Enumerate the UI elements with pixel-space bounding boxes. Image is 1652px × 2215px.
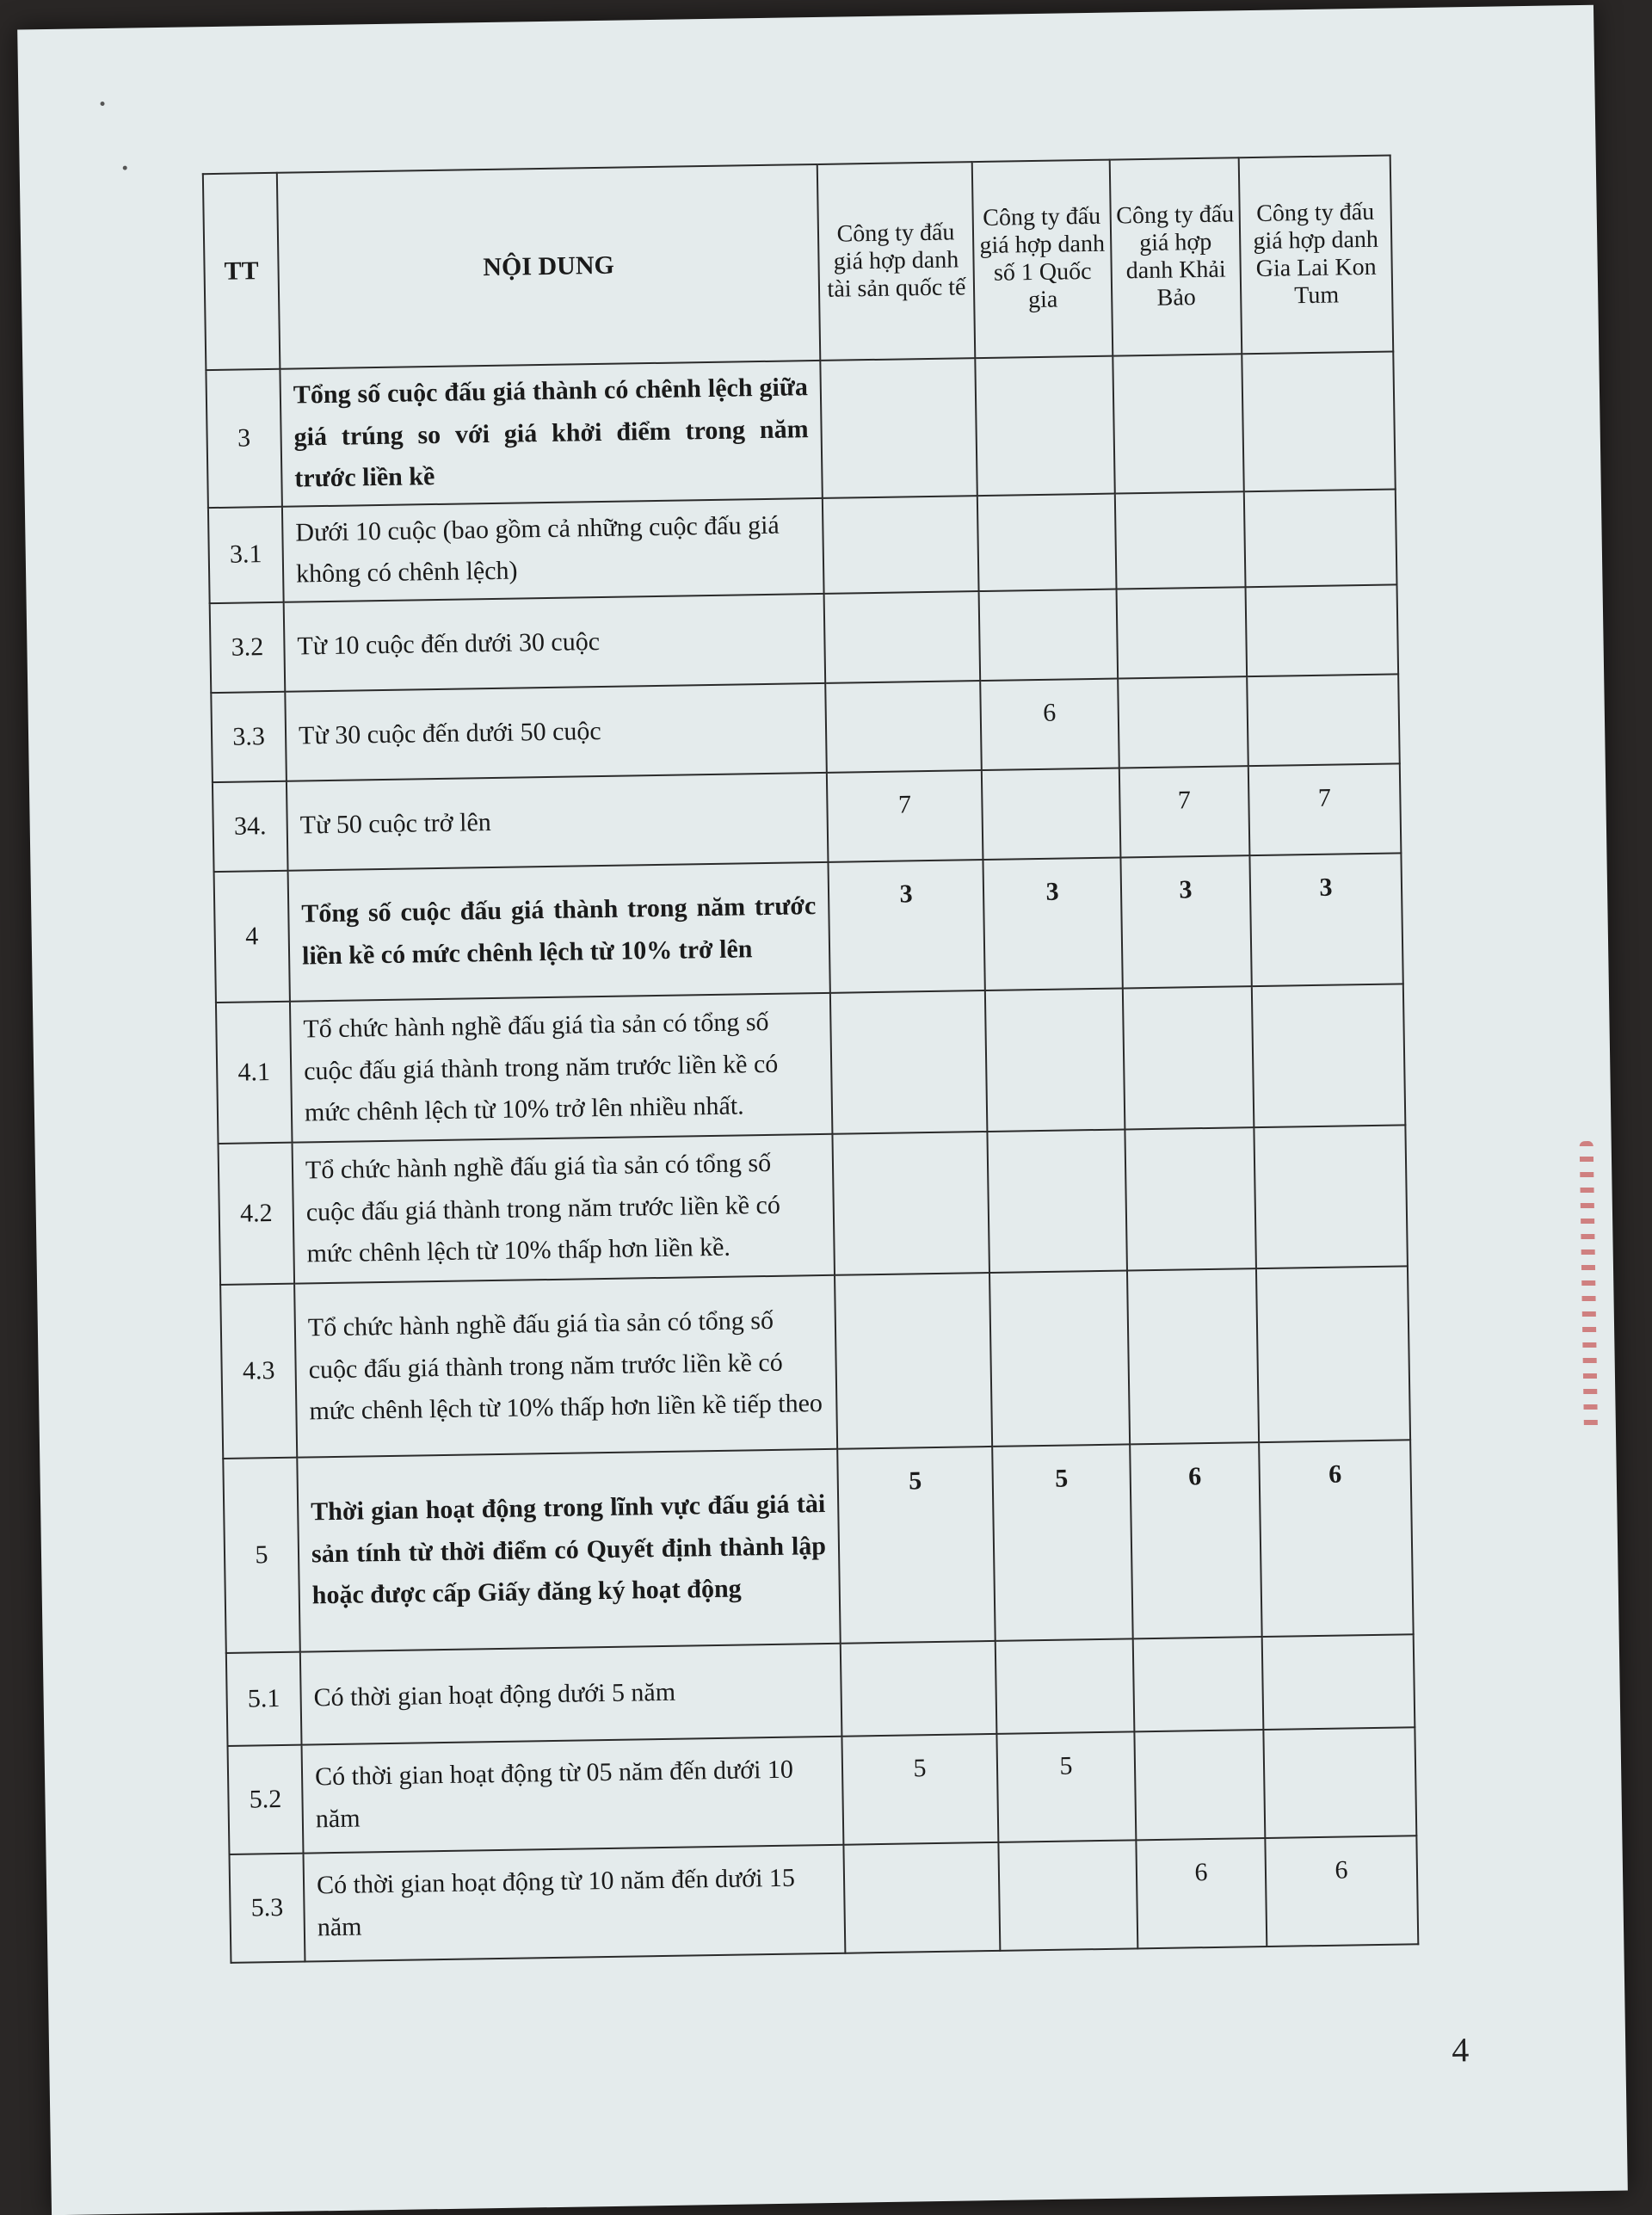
paper-speck: [100, 102, 104, 106]
document-page: [17, 5, 1628, 2215]
value-company-1: 5: [837, 1447, 996, 1644]
table-row: [206, 351, 1395, 507]
value-company-4: [1242, 351, 1395, 491]
table-row: [226, 1634, 1415, 1746]
paper-speck: [123, 166, 127, 170]
value-company-4: [1262, 1634, 1415, 1730]
value-company-4: 6: [1259, 1440, 1414, 1637]
row-content: Tổng số cuộc đấu giá thành có chênh lệch giữa giá trúng so với giá khởi điểm trong năm trước liền kề: [280, 361, 822, 507]
value-company-3: [1127, 1268, 1259, 1444]
row-content: Thời gian hoạt động trong lĩnh vực đấu giá tài sản tính từ thời điểm có Quyết định thành lập hoặc được cấp Giấy đăng ký hoạt động: [297, 1449, 840, 1652]
row-number: 4.3: [220, 1284, 297, 1459]
row-content: Từ 30 cuộc đến dưới 50 cuộc: [285, 683, 827, 781]
header-company-1: Công ty đấu giá hợp danh tài sản quốc tế: [817, 162, 976, 361]
header-company-2: Công ty đấu giá hợp danh số 1 Quốc gia: [972, 160, 1113, 358]
value-company-4: [1256, 1266, 1410, 1442]
value-company-4: [1252, 984, 1406, 1127]
value-company-1: [820, 358, 977, 498]
value-company-3: [1118, 676, 1248, 768]
row-number: 4.2: [219, 1143, 295, 1285]
value-company-3: 7: [1119, 766, 1250, 857]
row-number: 5.1: [226, 1652, 302, 1746]
value-company-1: [824, 591, 981, 683]
value-company-3: [1134, 1730, 1265, 1840]
value-company-1: [835, 1273, 992, 1449]
value-company-4: [1254, 1125, 1408, 1268]
value-company-2: [987, 1129, 1127, 1272]
value-company-2: [975, 356, 1114, 496]
value-company-2: [979, 589, 1119, 682]
row-content: Từ 50 cuộc trở lên: [287, 773, 829, 871]
header-content: NỘI DUNG: [277, 164, 821, 369]
header-tt: TT: [203, 173, 280, 370]
value-company-1: 3: [828, 860, 984, 993]
row-number: 4: [214, 871, 290, 1003]
row-content: Tổ chức hành nghề đấu giá tìa sản có tổng số cuộc đấu giá thành trong năm trước liền kề có mức chênh lệch từ 10% trở lên nhiều nhất.: [290, 993, 832, 1143]
row-content: Từ 10 cuộc đến dưới 30 cuộc: [284, 594, 826, 692]
row-content: Có thời gian hoạt động từ 10 năm đến dưới 15 năm: [303, 1845, 845, 1962]
value-company-4: [1244, 489, 1397, 587]
value-company-3: [1133, 1637, 1264, 1731]
value-company-1: [843, 1842, 1000, 1953]
table-body: [206, 351, 1418, 1962]
header-company-3: Công ty đấu giá hợp danh Khải Bảo: [1110, 157, 1242, 355]
table-row: [214, 853, 1403, 1003]
row-content: Tổng số cuộc đấu giá thành trong năm trước liền kề có mức chênh lệch từ 10% trở lên: [288, 862, 830, 1002]
header-company-4: Công ty đấu giá hợp danh Gia Lai Kon Tum: [1239, 156, 1394, 355]
row-content: Tổ chức hành nghề đấu giá tìa sản có tổng số cuộc đấu giá thành trong năm trước liền kề có mức chênh lệch từ 10% thấp hơn liền kề.: [293, 1134, 835, 1284]
header-row: [203, 156, 1393, 371]
row-number: 3: [206, 369, 281, 508]
value-company-1: [830, 990, 988, 1134]
value-company-2: [982, 768, 1121, 861]
value-company-2: [989, 1270, 1130, 1446]
value-company-1: [841, 1641, 997, 1737]
value-company-2: 6: [980, 679, 1119, 771]
value-company-2: [998, 1840, 1137, 1950]
table-row: [230, 1836, 1419, 1963]
red-stamp-edge: [1580, 1141, 1598, 1434]
table-row: [220, 1266, 1410, 1459]
value-company-4: [1247, 674, 1400, 766]
value-company-4: 7: [1248, 763, 1402, 855]
value-company-1: 5: [841, 1734, 998, 1845]
value-company-3: [1113, 354, 1243, 493]
row-number: 3.3: [211, 692, 287, 782]
row-number: 4.1: [216, 1002, 293, 1144]
value-company-3: 6: [1136, 1838, 1267, 1948]
table-row: [216, 984, 1405, 1144]
row-content: Có thời gian hoạt động dưới 5 năm: [300, 1644, 842, 1745]
value-company-2: 5: [992, 1444, 1133, 1640]
value-company-3: 6: [1130, 1442, 1262, 1638]
row-number: 5.3: [230, 1854, 305, 1963]
row-number: 34.: [213, 781, 288, 872]
page-number: 4: [1451, 2030, 1470, 2070]
row-number: 3.2: [210, 602, 286, 693]
value-company-3: [1125, 1127, 1256, 1270]
row-content: Có thời gian hoạt động từ 05 năm đến dưới 10 năm: [302, 1737, 844, 1854]
table-row: [208, 489, 1397, 603]
row-content: Tổ chức hành nghề đấu giá tìa sản có tổng số cuộc đấu giá thành trong năm trước liền kề có mức chênh lệch từ 10% thấp hơn liền kề tiếp theo: [294, 1275, 837, 1458]
value-company-3: 3: [1120, 855, 1251, 988]
criteria-table: [202, 154, 1420, 1963]
row-number: 5: [223, 1458, 300, 1653]
value-company-1: [825, 681, 982, 773]
table-row: [223, 1440, 1413, 1653]
value-company-1: 7: [827, 770, 983, 862]
value-company-4: [1246, 584, 1399, 676]
value-company-2: [977, 493, 1117, 591]
value-company-3: [1115, 491, 1246, 589]
table-row: [228, 1727, 1417, 1854]
row-content: Dưới 10 cuộc (bao gồm cả những cuộc đấu giá không có chênh lệch): [282, 498, 824, 602]
value-company-1: [823, 496, 979, 594]
value-company-2: 3: [983, 857, 1122, 990]
value-company-4: 6: [1265, 1836, 1418, 1947]
value-company-3: [1117, 587, 1248, 678]
table-row: [219, 1125, 1408, 1285]
value-company-4: 3: [1249, 853, 1402, 986]
value-company-3: [1123, 986, 1254, 1129]
value-company-2: [985, 988, 1125, 1131]
value-company-1: [832, 1132, 989, 1275]
row-number: 3.1: [208, 507, 284, 604]
value-company-2: [996, 1638, 1135, 1733]
value-company-2: 5: [996, 1731, 1136, 1842]
value-company-4: [1263, 1727, 1416, 1838]
row-number: 5.2: [228, 1745, 304, 1854]
